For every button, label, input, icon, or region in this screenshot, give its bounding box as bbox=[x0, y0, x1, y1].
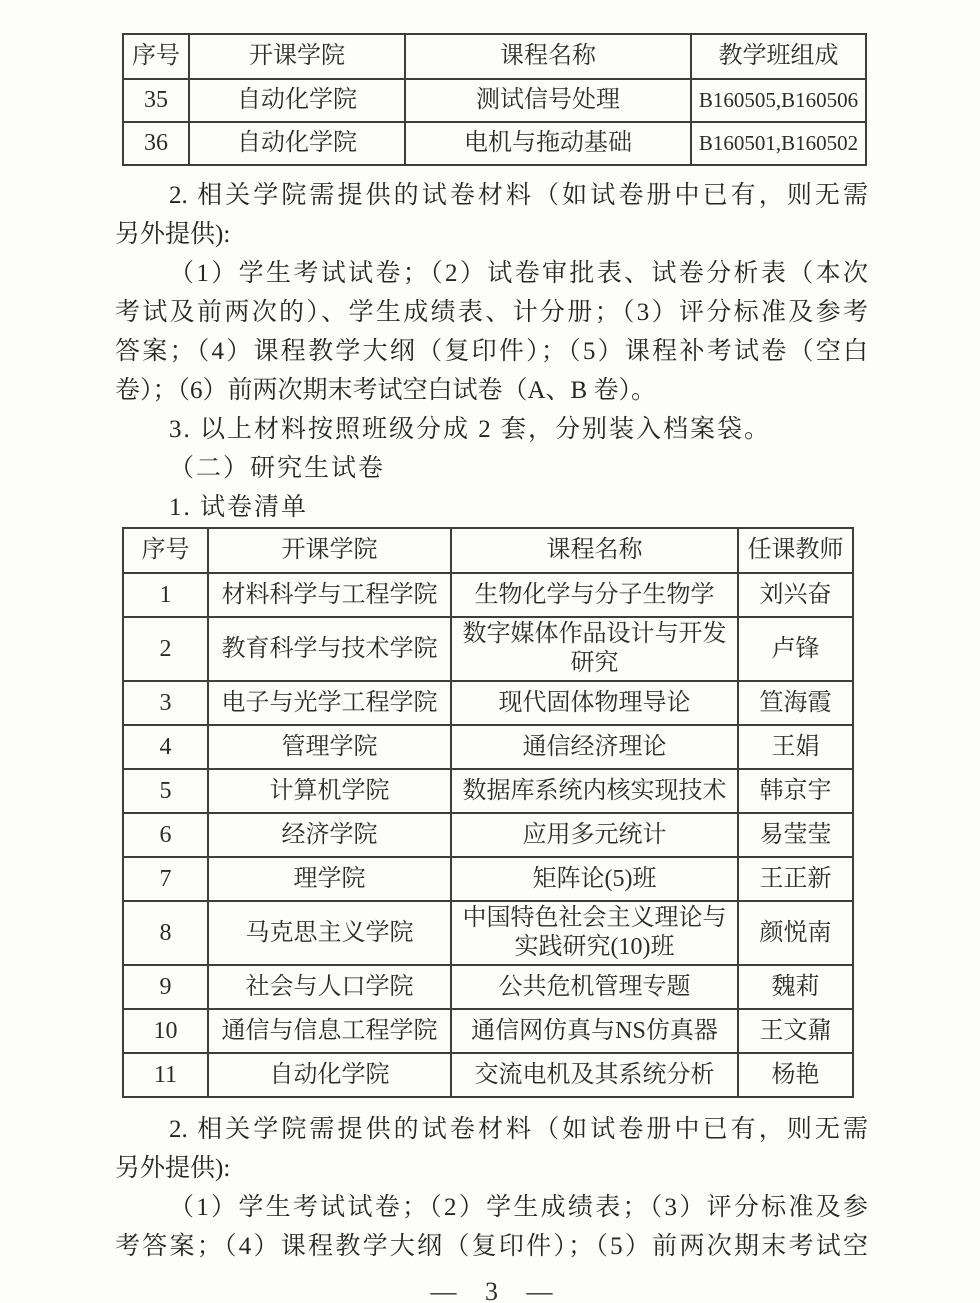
cell-teacher: 颜悦南 bbox=[738, 901, 853, 965]
text-line: 另外提供): bbox=[115, 1155, 231, 1182]
cell-teacher: 魏莉 bbox=[738, 965, 853, 1009]
undergrad-materials-list-paragraph bbox=[115, 254, 868, 410]
table-row bbox=[123, 901, 853, 965]
cell-course: 通信经济理论 bbox=[451, 725, 738, 769]
undergrad-materials-intro-paragraph bbox=[115, 176, 868, 254]
table-row bbox=[123, 681, 853, 725]
cell-seq: 2 bbox=[123, 617, 208, 681]
undergrad-course-table bbox=[122, 33, 867, 166]
cell-teacher: 卢锋 bbox=[738, 617, 853, 681]
cell-course: 交流电机及其系统分析 bbox=[451, 1053, 738, 1097]
text-line: 2. 相关学院需提供的试卷材料（如试卷册中已有，则无需 bbox=[169, 1116, 868, 1143]
header-row bbox=[123, 528, 853, 573]
cell-teacher: 杨艳 bbox=[738, 1053, 853, 1097]
cell-college: 经济学院 bbox=[208, 813, 451, 857]
cell-college: 自动化学院 bbox=[189, 79, 405, 122]
text-line: 卷）；（6）前两次期末考试空白试卷（A、B 卷）。 bbox=[115, 377, 656, 404]
cell-class-groups: B160505,B160506 bbox=[691, 79, 866, 122]
cell-course: 数字媒体作品设计与开发研究 bbox=[451, 617, 738, 681]
cell-course: 生物化学与分子生物学 bbox=[451, 573, 738, 617]
cell-college: 计算机学院 bbox=[208, 769, 451, 813]
column-header-college: 开课学院 bbox=[208, 528, 451, 573]
column-header-teacher: 任课教师 bbox=[738, 528, 853, 573]
cell-seq: 36 bbox=[123, 122, 189, 165]
text-line: （1）学生考试试卷；（2）学生成绩表；（3）评分标准及参 bbox=[169, 1194, 868, 1221]
cell-course: 测试信号处理 bbox=[405, 79, 691, 122]
cell-course: 电机与拖动基础 bbox=[405, 122, 691, 165]
graduate-section-heading: （二）研究生试卷 bbox=[169, 455, 386, 482]
graduate-course-table bbox=[122, 527, 854, 1098]
graduate-materials-list-paragraph bbox=[115, 1188, 868, 1266]
text-line: 答案；（4）课程教学大纲（复印件）；（5）课程补考试卷（空白 bbox=[115, 338, 868, 365]
cell-course: 现代固体物理导论 bbox=[451, 681, 738, 725]
cell-course: 中国特色社会主义理论与实践研究(10)班 bbox=[451, 901, 738, 965]
cell-teacher: 韩京宇 bbox=[738, 769, 853, 813]
table-row bbox=[123, 965, 853, 1009]
table-row bbox=[123, 79, 866, 122]
cell-seq: 4 bbox=[123, 725, 208, 769]
cell-seq: 7 bbox=[123, 857, 208, 901]
cell-teacher: 王文鼐 bbox=[738, 1009, 853, 1053]
text-line: 考试及前两次的）、学生成绩表、计分册；（3）评分标准及参考 bbox=[115, 299, 868, 326]
table-row bbox=[123, 857, 853, 901]
cell-seq: 3 bbox=[123, 681, 208, 725]
table-row bbox=[123, 1053, 853, 1097]
cell-college: 材料科学与工程学院 bbox=[208, 573, 451, 617]
cell-seq: 11 bbox=[123, 1053, 208, 1097]
column-header-course: 课程名称 bbox=[405, 34, 691, 79]
text-line: 考答案；（4）课程教学大纲（复印件）；（5）前两次期末考试空 bbox=[115, 1233, 868, 1260]
text-line: 另外提供): bbox=[115, 221, 231, 248]
column-header-seq: 序号 bbox=[123, 34, 189, 79]
header-row bbox=[123, 34, 866, 79]
cell-teacher: 王娟 bbox=[738, 725, 853, 769]
cell-seq: 8 bbox=[123, 901, 208, 965]
cell-teacher: 王正新 bbox=[738, 857, 853, 901]
column-header-seq: 序号 bbox=[123, 528, 208, 573]
cell-seq: 10 bbox=[123, 1009, 208, 1053]
cell-seq: 5 bbox=[123, 769, 208, 813]
cell-course: 通信网仿真与NS仿真器 bbox=[451, 1009, 738, 1053]
cell-teacher: 笪海霞 bbox=[738, 681, 853, 725]
text-line: （1）学生考试试卷；（2）试卷审批表、试卷分析表（本次 bbox=[169, 260, 868, 287]
text-line: 2. 相关学院需提供的试卷材料（如试卷册中已有，则无需 bbox=[169, 182, 868, 209]
cell-seq: 1 bbox=[123, 573, 208, 617]
cell-college: 理学院 bbox=[208, 857, 451, 901]
cell-seq: 9 bbox=[123, 965, 208, 1009]
table-row bbox=[123, 725, 853, 769]
cell-college: 教育科学与技术学院 bbox=[208, 617, 451, 681]
table-row bbox=[123, 122, 866, 165]
cell-course: 公共危机管理专题 bbox=[451, 965, 738, 1009]
column-header-class-groups: 教学班组成 bbox=[691, 34, 866, 79]
table-row bbox=[123, 617, 853, 681]
graduate-materials-intro-paragraph bbox=[115, 1110, 868, 1188]
graduate-list-heading: 1. 试卷清单 bbox=[169, 494, 309, 521]
cell-college: 通信与信息工程学院 bbox=[208, 1009, 451, 1053]
column-header-college: 开课学院 bbox=[189, 34, 405, 79]
undergrad-packing-note: 3. 以上材料按照班级分成 2 套，分别装入档案袋。 bbox=[169, 416, 772, 443]
table-row bbox=[123, 813, 853, 857]
cell-college: 社会与人口学院 bbox=[208, 965, 451, 1009]
table-row bbox=[123, 1009, 853, 1053]
cell-course: 应用多元统计 bbox=[451, 813, 738, 857]
table-row bbox=[123, 573, 853, 617]
cell-teacher: 易莹莹 bbox=[738, 813, 853, 857]
cell-college: 马克思主义学院 bbox=[208, 901, 451, 965]
cell-course: 矩阵论(5)班 bbox=[451, 857, 738, 901]
cell-teacher: 刘兴奋 bbox=[738, 573, 853, 617]
column-header-course: 课程名称 bbox=[451, 528, 738, 573]
cell-college: 电子与光学工程学院 bbox=[208, 681, 451, 725]
cell-seq: 6 bbox=[123, 813, 208, 857]
cell-college: 自动化学院 bbox=[189, 122, 405, 165]
table-row bbox=[123, 769, 853, 813]
cell-class-groups: B160501,B160502 bbox=[691, 122, 866, 165]
cell-college: 自动化学院 bbox=[208, 1053, 451, 1097]
cell-seq: 35 bbox=[123, 79, 189, 122]
page-number: — 3 — bbox=[430, 1277, 553, 1303]
cell-course: 数据库系统内核实现技术 bbox=[451, 769, 738, 813]
cell-college: 管理学院 bbox=[208, 725, 451, 769]
